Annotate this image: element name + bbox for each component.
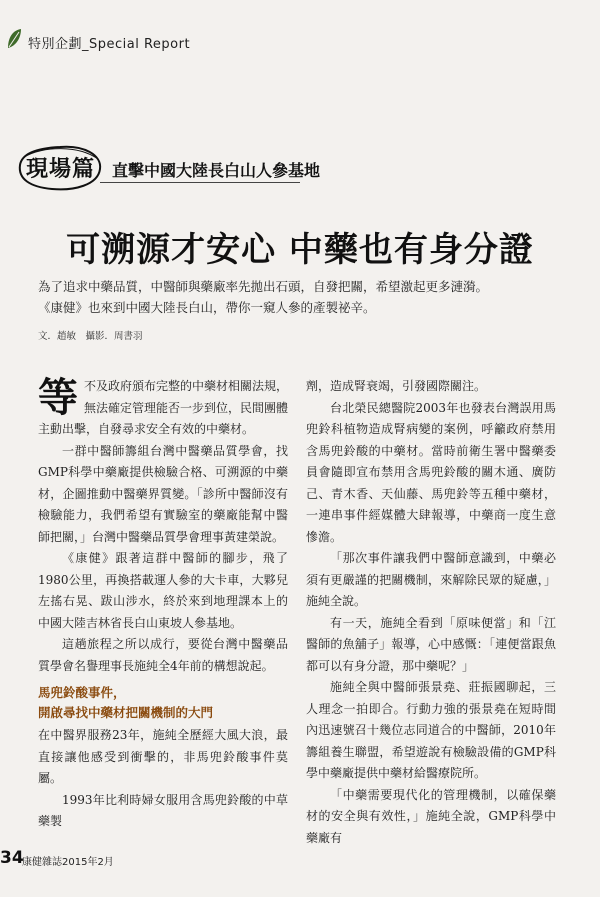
- paragraph: 這趟旅程之所以成行，要從台灣中醫藥品質學會名譽理事長施純全4年前的構想說起。: [38, 637, 288, 673]
- leaf-icon: [6, 28, 22, 50]
- paragraph: 台北榮民總醫院2003年也發表台灣誤用馬兜鈴科植物造成腎病變的案例，呼籲政府禁用含馬兜鈴酸的中藥材。當時前衛生署中醫藥委員會隨即宣布禁用含馬兜鈴酸的關木通、廣防己、青木香、天仙藤、馬兜鈴等五種中藥材，一連串事件經媒體大肆報導，中藥商一度生意慘澹。: [306, 400, 556, 544]
- page-number: 34: [0, 848, 24, 868]
- paragraph: [38, 376, 288, 441]
- article-column-left: [38, 376, 288, 833]
- subtitle-divider: [100, 182, 300, 183]
- paragraph: 施純全與中醫師張景堯、莊振國聊起，三人理念一拍即合。行動力強的張景堯在短時間內迅速號召十幾位志同道合的中醫師，2010年籌組養生聯盟，希望遊說有檢驗設備的GMP科學中藥廠提供中藥材給醫療院所。: [306, 680, 556, 780]
- paragraph: 有一天，施純全看到「原味便當」和「江醫師的魚舖子」報導，心中感慨：「連便當跟魚都可以有身分證，那中藥呢？」: [306, 615, 556, 673]
- paragraph: 在中醫界服務23年，施純全歷經大風大浪，最直接讓他感受到衝擊的，非馬兜鈴酸事件莫屬。: [38, 728, 288, 785]
- paragraph: 「那次事件讓我們中醫師意識到，中藥必須有更嚴謹的把關機制，來解除民眾的疑慮，」施純全說。: [306, 551, 556, 608]
- section-heading-line-2: 開啟尋找中藥材把關機制的大門: [38, 705, 214, 720]
- article-subtitle: 直擊中國大陸長白山人參基地: [112, 161, 321, 180]
- paragraph: 1993年比利時婦女服用含馬兜鈴酸的中草藥製: [38, 792, 288, 828]
- paragraph: 《康健》跟著這群中醫師的腳步，飛了1980公里，再換搭載運人參的大卡車，大夥兒左搖右晃、跋山涉水，終於來到地理課本上的中國大陸吉林省長白山東坡人參基地。: [38, 551, 288, 630]
- magazine-footer: 康健雜誌2015年2月: [22, 857, 114, 868]
- article-lead: [38, 276, 578, 318]
- drop-cap: 等: [38, 374, 78, 421]
- article-column-right: [306, 376, 556, 849]
- section-badge-label: 現場篇: [26, 156, 96, 182]
- paragraph: 劑，造成腎衰竭，引發國際關注。: [306, 379, 487, 393]
- paragraph: 「中藥需要現代化的管理機制，以確保藥材的安全與有效性，」施純全說，GMP科學中藥廠有: [306, 787, 556, 845]
- article-credits: 文．趙敏 攝影．周書羽: [38, 331, 143, 342]
- section-heading: [38, 683, 288, 723]
- section-label: 特別企劃_Special Report: [28, 37, 191, 52]
- paragraph: 一群中醫師籌組台灣中醫藥品質學會，找GMP科學中藥廠提供檢驗合格、可溯源的中藥材，企圖推動中醫藥界質變。「診所中醫師沒有檢驗能力，我們希望有實驗室的藥廠能幫中醫師把關，」台灣中醫藥品質學會理事黃建榮說。: [38, 443, 288, 544]
- paragraph-text: 不及政府頒布完整的中藥材相關法規，無法確定管理能否一步到位，民間團體主動出擊，自發尋求安全有效的中藥材。: [38, 379, 289, 436]
- lead-line-1: 為了追求中藥品質，中醫師與藥廠率先拋出石頭，自發把關，希望激起更多漣漪。: [38, 279, 489, 294]
- section-heading-line-1: 馬兜鈴酸事件，: [38, 685, 126, 700]
- article-title: 可溯源才安心 中藥也有身分證: [66, 230, 534, 270]
- lead-line-2: 《康健》也來到中國大陸長白山，帶你一窺人參的產製祕辛。: [38, 300, 376, 315]
